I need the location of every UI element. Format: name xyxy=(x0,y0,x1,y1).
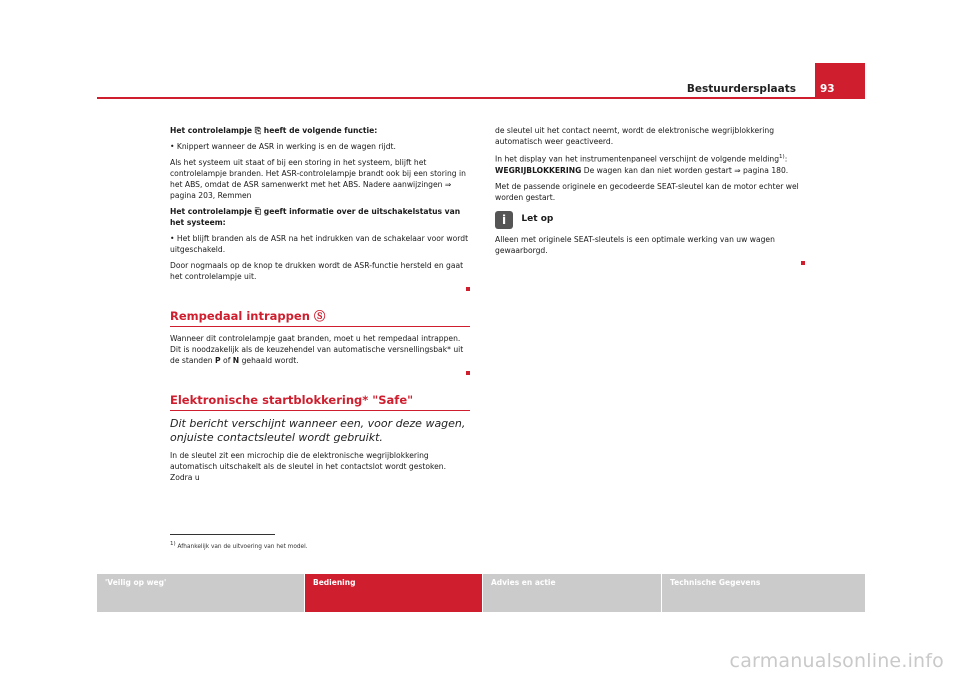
footer-tab-operation[interactable]: Bediening xyxy=(305,574,482,612)
asr-bullet-1: • Knippert wanneer de ASR in werking is en de wagen rijdt. xyxy=(170,142,396,151)
section-end-mark xyxy=(801,261,805,265)
footnote: 1) Afhankelijk van de uitvoering van het model. xyxy=(170,541,308,550)
brake-pedal-paragraph: Wanneer dit controlelampje gaat branden, moet u het rempedaal intrappen. Dit is noodzakelijk als de keuzehendel van automatische versnellingsbak* uit de standen P of N gehaald wordt. xyxy=(170,334,464,365)
page-header-title: Bestuurdersplaats xyxy=(686,83,796,95)
section-end-mark xyxy=(466,371,470,375)
section-end-mark xyxy=(466,287,470,291)
footer-tab-advice[interactable]: Advies en actie xyxy=(483,574,661,612)
brake-pedal-icon: Ⓢ xyxy=(313,309,326,323)
immobilizer-heading: Elektronische startblokkering* "Safe" xyxy=(170,393,470,411)
immobilizer-paragraph: In de sleutel zit een microchip die de elektronische wegrijblokkering automatisch uitschakelt als de sleutel in het contactslot wordt gestoken. Zodra u xyxy=(170,451,447,482)
note-text: Alleen met originele SEAT-sleutels is een optimale werking van uw wagen gewaarborgd. xyxy=(495,234,775,255)
asr-warning-icon: ⎘ xyxy=(254,126,262,135)
watermark: carmanualsonline.info xyxy=(729,650,944,672)
header-rule xyxy=(97,97,815,99)
display-message-paragraph: In het display van het instrumentenpaneel verschijnt de volgende melding$^{1)}$: WEGRIJBLOKKERING De wagen kan dan niet worden gestart ⇒ pagina 180. xyxy=(495,154,789,175)
footer-tab-technical[interactable]: Technische Gegevens xyxy=(662,574,865,612)
footnote-ref: 1) xyxy=(779,154,785,160)
brake-pedal-heading: Rempedaal intrappen Ⓢ xyxy=(170,309,470,327)
display-message: WEGRIJBLOKKERING xyxy=(495,165,582,175)
key-start-paragraph: Met de passende originele en gecodeerde SEAT-sleutel kan de motor echter wel worden gestart. xyxy=(495,181,799,202)
right-column xyxy=(495,125,805,265)
asr-restore-paragraph: Door nogmaals op de knop te drukken wordt de ASR-functie hersteld en gaat het controlelampje uit. xyxy=(170,261,464,281)
footer-tab-safety[interactable]: 'Veilig op weg' xyxy=(97,574,304,612)
info-icon: i xyxy=(495,211,513,229)
key-removal-paragraph: de sleutel uit het contact neemt, wordt de elektronische wegrijblokkering automatisch weer geactiveerd. xyxy=(495,126,775,146)
footnote-rule xyxy=(170,534,275,535)
left-column xyxy=(170,125,470,488)
page-number: 93 xyxy=(820,83,835,95)
asr-bullet-2: • Het blijft branden als de ASR na het indrukken van de schakelaar voor wordt uitgeschakeld. xyxy=(170,234,469,254)
note-title: Let op xyxy=(521,213,554,224)
asr-function-heading: Het controlelampje ⎘ heeft de volgende functie: xyxy=(170,126,378,135)
note-heading xyxy=(495,211,805,229)
asr-off-icon: ⎗ xyxy=(254,207,262,216)
asr-paragraph: Als het systeem uit staat of bij een storing in het systeem, blijft het controlelampje branden. Het ASR-controlelampje brandt ook bij een storing in het ABS, omdat de ASR samenwerkt met het ABS. Nadere aanwijzingen ⇒ pagina 203, Remmen xyxy=(170,158,466,200)
immobilizer-subheading: Dit bericht verschijnt wanneer een, voor deze wagen, onjuiste contactsleutel wordt gebruikt. xyxy=(170,417,466,444)
asr-off-heading: Het controlelampje ⎗ geeft informatie over de uitschakelstatus van het systeem: xyxy=(170,207,461,227)
